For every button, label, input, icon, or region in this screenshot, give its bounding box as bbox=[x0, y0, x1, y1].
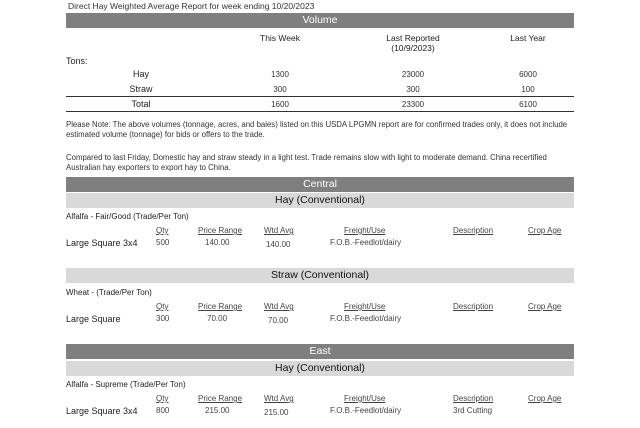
col-wtd-avg: Wtd Avg bbox=[264, 302, 294, 311]
col-freight-use: Freight/Use bbox=[344, 226, 386, 235]
volume-row-label-straw: Straw bbox=[129, 84, 153, 94]
col-freight-use: Freight/Use bbox=[344, 302, 386, 311]
volume-straw-last-reported: 300 bbox=[406, 85, 420, 94]
volume-straw-last-year: 100 bbox=[521, 85, 535, 94]
col-last-reported bbox=[365, 33, 461, 53]
volume-hay-last-year: 6000 bbox=[519, 70, 537, 79]
row-qty-central-hay: 500 bbox=[156, 238, 170, 247]
row-wtd-avg-central-straw: 70.00 bbox=[268, 316, 289, 325]
group-header-central-straw: Straw (Conventional) bbox=[66, 268, 574, 283]
row-price-range-east-hay: 215.00 bbox=[205, 406, 230, 415]
group-header-east-hay: Hay (Conventional) bbox=[66, 361, 574, 376]
col-last-reported-line2: (10/9/2023) bbox=[391, 43, 435, 53]
row-description-east-hay: 3rd Cutting bbox=[453, 406, 493, 415]
volume-total-rule-bottom bbox=[66, 111, 574, 112]
row-qty-east-hay: 800 bbox=[156, 406, 170, 415]
report-title: Direct Hay Weighted Average Report for week ending 10/20/2023 bbox=[68, 1, 315, 11]
col-qty: Qty bbox=[156, 394, 169, 403]
row-freight-central-straw: F.O.B.-Feedlot/dairy bbox=[330, 314, 402, 323]
col-freight-use: Freight/Use bbox=[344, 394, 386, 403]
col-qty: Qty bbox=[156, 226, 169, 235]
volume-hay-last-reported: 23000 bbox=[401, 70, 425, 79]
volume-total-this-week: 1600 bbox=[271, 100, 289, 109]
region-header-central: Central bbox=[66, 177, 574, 192]
col-price-range: Price Range bbox=[198, 226, 243, 235]
item-title-east-alfalfa: Alfalfa - Supreme (Trade/Per Ton) bbox=[66, 380, 186, 389]
volume-total-last-reported: 23300 bbox=[401, 100, 425, 109]
col-crop-age: Crop Age bbox=[528, 302, 562, 311]
region-header-east: East bbox=[66, 344, 574, 359]
row-freight-central-hay: F.O.B.-Feedlot/dairy bbox=[330, 238, 402, 247]
volume-total-last-year: 6100 bbox=[519, 100, 537, 109]
col-qty: Qty bbox=[156, 302, 169, 311]
col-description: Description bbox=[453, 394, 494, 403]
col-last-year: Last Year bbox=[510, 33, 546, 43]
col-crop-age: Crop Age bbox=[528, 394, 562, 403]
row-product-central-hay: Large Square 3x4 bbox=[66, 238, 138, 248]
row-product-east-hay: Large Square 3x4 bbox=[66, 406, 138, 416]
row-price-range-central-hay: 140.00 bbox=[205, 238, 230, 247]
col-this-week: This Week bbox=[260, 33, 300, 43]
tons-label: Tons: bbox=[66, 56, 88, 66]
row-product-central-straw: Large Square bbox=[66, 314, 121, 324]
volume-note: Please Note: The above volumes (tonnage, acres, and bales) listed on this USDA LPGMN report are for confirmed trades only, it does not include estimated volume (tonnage) for bids or offers to the trade. bbox=[66, 120, 568, 139]
row-qty-central-straw: 300 bbox=[156, 314, 170, 323]
volume-total-rule-top bbox=[66, 96, 574, 97]
item-title-central-wheat: Wheat - (Trade/Per Ton) bbox=[66, 288, 152, 297]
item-title-central-alfalfa: Alfalfa - Fair/Good (Trade/Per Ton) bbox=[66, 212, 189, 221]
col-last-reported-line1: Last Reported bbox=[386, 33, 440, 43]
col-price-range: Price Range bbox=[198, 302, 243, 311]
row-wtd-avg-east-hay: 215.00 bbox=[264, 408, 289, 417]
col-crop-age: Crop Age bbox=[528, 226, 562, 235]
col-wtd-avg: Wtd Avg bbox=[264, 394, 294, 403]
col-description: Description bbox=[453, 226, 494, 235]
volume-row-label-total: Total bbox=[131, 99, 151, 109]
group-header-central-hay: Hay (Conventional) bbox=[66, 193, 574, 208]
volume-header: Volume bbox=[66, 13, 574, 28]
volume-hay-this-week: 1300 bbox=[271, 70, 289, 79]
col-wtd-avg: Wtd Avg bbox=[264, 226, 294, 235]
volume-row-label-hay: Hay bbox=[132, 69, 149, 79]
col-description: Description bbox=[453, 302, 494, 311]
market-commentary: Compared to last Friday, Domestic hay and straw steady in a light test. Trade remains slow with light to moderate demand. China recertified Australian hay exporters to export hay to China. bbox=[66, 153, 547, 172]
row-freight-east-hay: F.O.B.-Feedlot/dairy bbox=[330, 406, 402, 415]
row-wtd-avg-central-hay: 140.00 bbox=[266, 240, 291, 249]
volume-straw-this-week: 300 bbox=[273, 85, 287, 94]
col-price-range: Price Range bbox=[198, 394, 243, 403]
row-price-range-central-straw: 70.00 bbox=[207, 314, 228, 323]
